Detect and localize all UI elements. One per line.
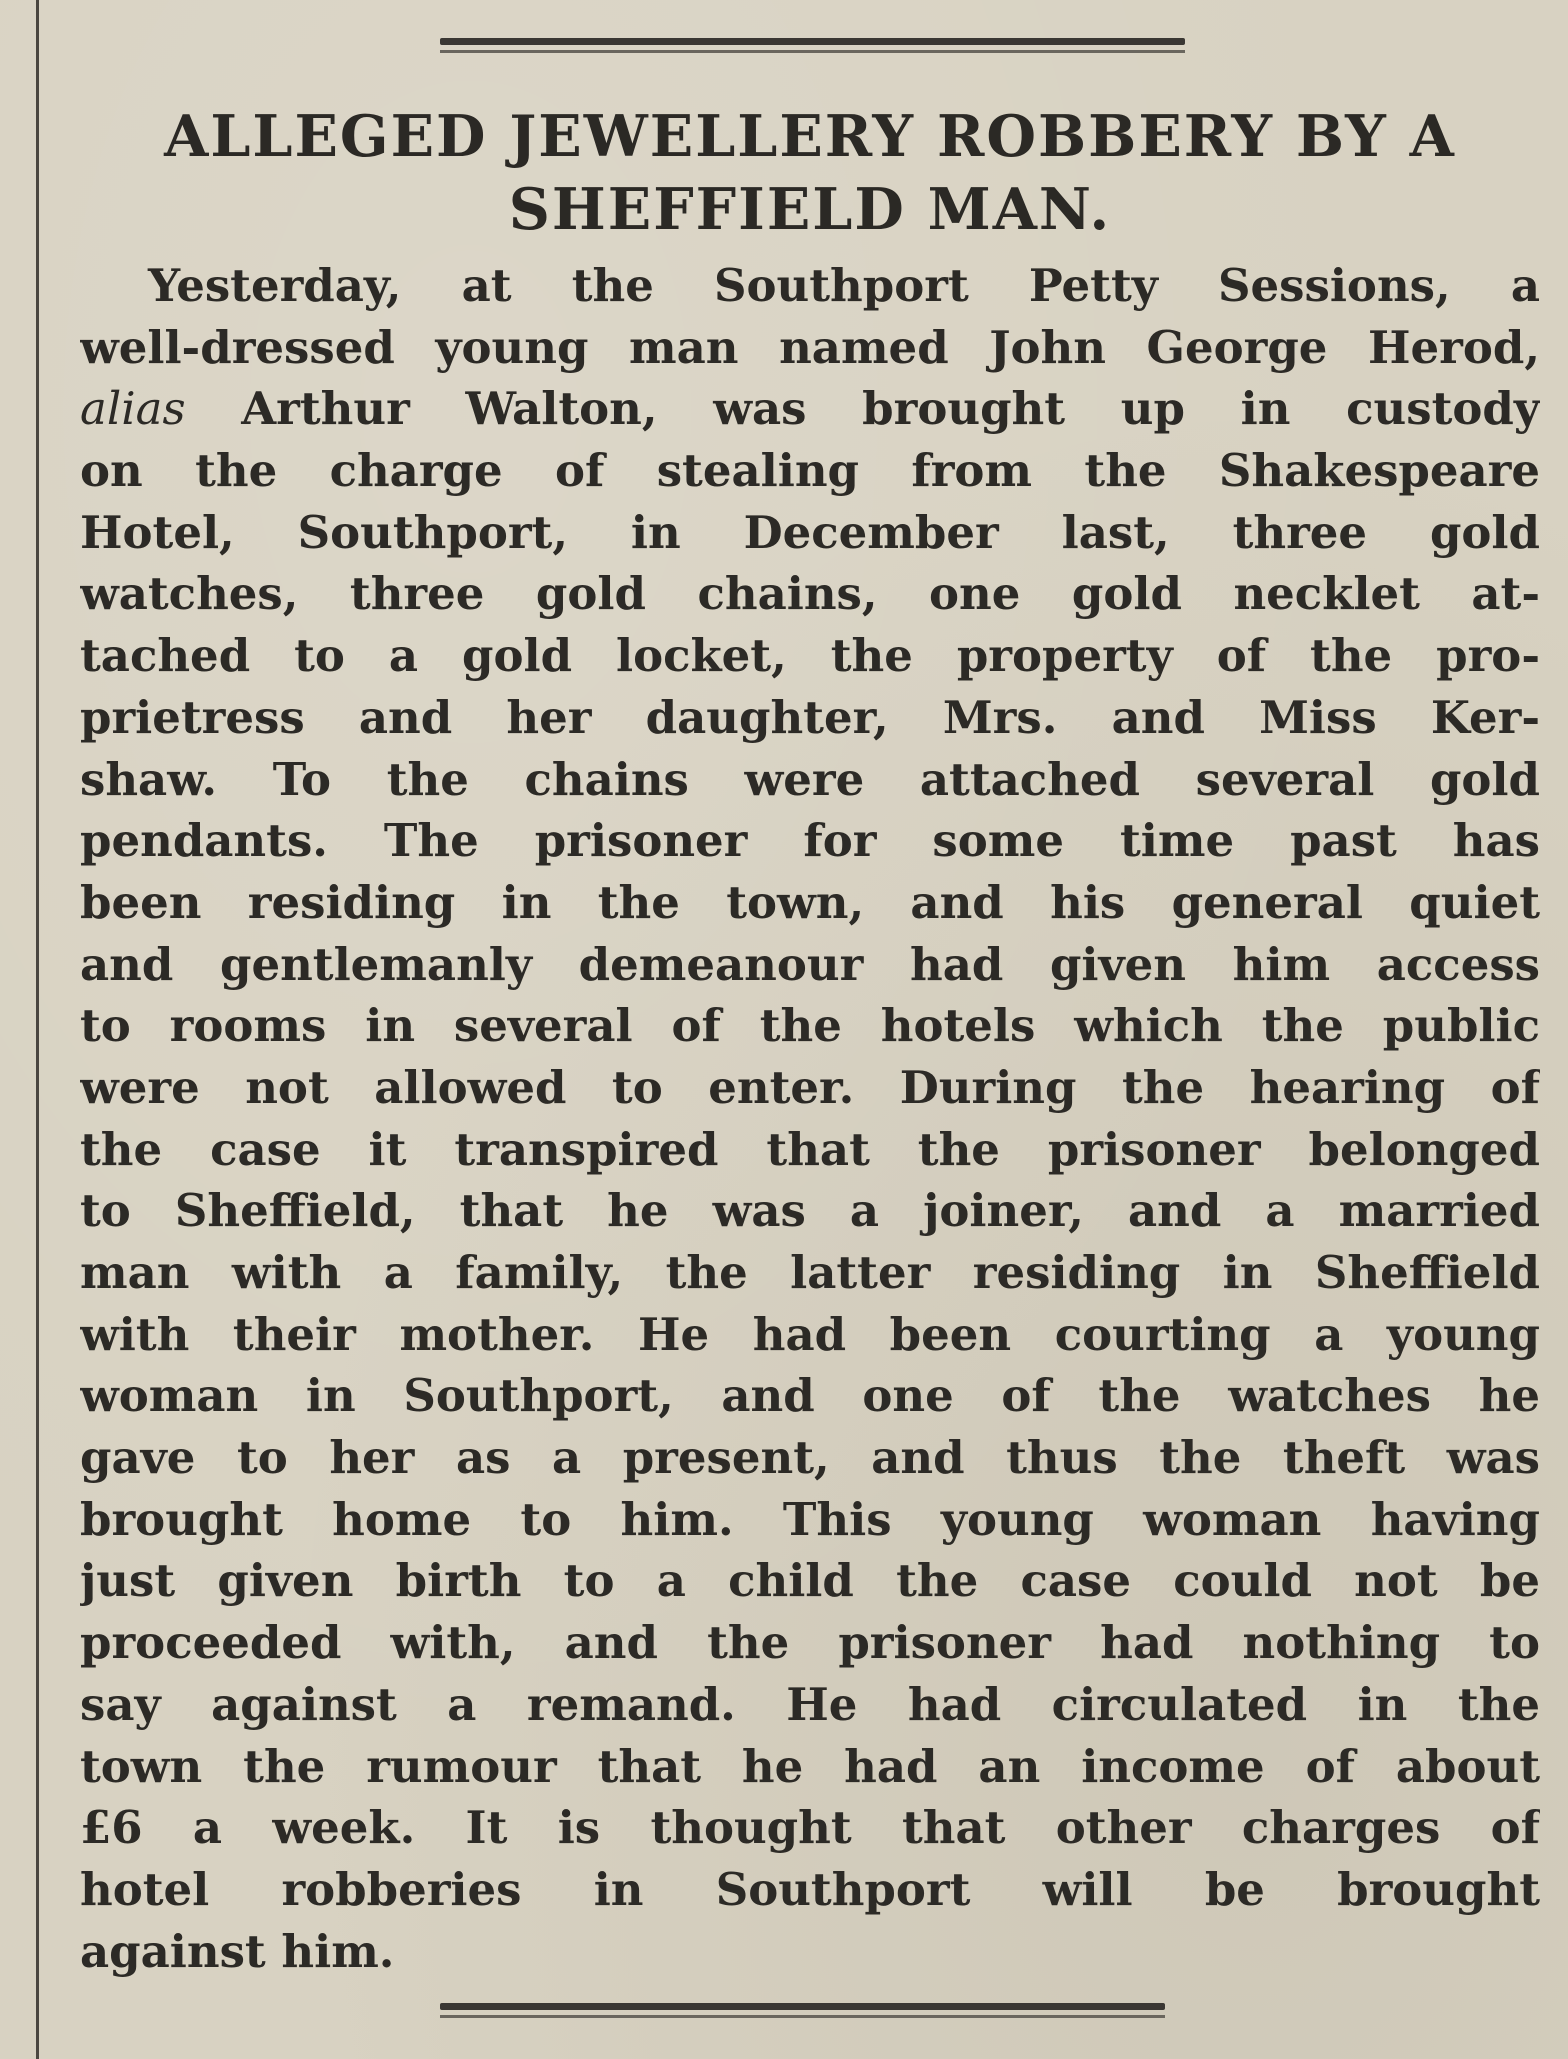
article-line: pendants. The prisoner for some time past has <box>80 814 1540 868</box>
article-line: hotel robberies in Southport will be brought <box>80 1862 1540 1916</box>
article-line: just given birth to a child the case could not be <box>80 1554 1540 1608</box>
cropped-previous-article-text <box>110 0 1110 8</box>
article-line: the case it transpired that the prisoner belonged <box>80 1122 1540 1176</box>
article-line-text: Arthur Walton, was brought up in custody <box>241 382 1540 436</box>
article-line: shaw. To the chains were attached several gold <box>80 752 1540 806</box>
article-line: prietress and her daughter, Mrs. and Miss Ker- <box>80 690 1540 744</box>
article-line: woman in Southport, and one of the watches he <box>80 1369 1540 1423</box>
article-line: Hotel, Southport, in December last, three gold <box>80 505 1540 559</box>
article-line: tached to a gold locket, the property of the pro- <box>80 629 1540 683</box>
article-line: proceeded with, and the prisoner had nothing to <box>80 1616 1540 1670</box>
article-line: £6 a week. It is thought that other charges of <box>80 1801 1540 1855</box>
article-line <box>80 378 1540 440</box>
article-line: say against a remand. He had circulated in the <box>80 1677 1540 1731</box>
article-headline <box>80 100 1540 246</box>
article-line: against him. <box>80 1924 395 1978</box>
article-line: man with a family, the latter residing in Sheffield <box>80 1246 1540 1299</box>
article-line: to rooms in several of the hotels which the public <box>80 999 1540 1053</box>
article-line: been residing in the town, and his general quiet <box>80 875 1540 929</box>
top-separator-rule <box>440 38 1185 53</box>
article-line: brought home to him. This young woman having <box>80 1492 1540 1546</box>
bottom-separator-rule <box>440 2003 1165 2018</box>
article-body <box>80 255 1540 1982</box>
article-line: gave to her as a present, and thus the theft was <box>80 1431 1540 1485</box>
article-line: and gentlemanly demeanour had given him access <box>80 937 1540 991</box>
headline-line-1: ALLEGED JEWELLERY ROBBERY BY A <box>164 103 1456 170</box>
headline-line-2: SHEFFIELD MAN. <box>508 176 1112 243</box>
article-line: with their mother. He had been courting a young <box>80 1307 1540 1361</box>
article-line: Yesterday, at the Southport Petty Sessions, a <box>148 259 1540 312</box>
article-line: watches, three gold chains, one gold necklet at- <box>80 567 1540 621</box>
alias-italic-word: alias <box>80 382 186 436</box>
article-line: on the charge of stealing from the Shakespeare <box>80 444 1540 498</box>
column-divider-rule <box>36 0 39 2059</box>
article-line: to Sheffield, that he was a joiner, and a married <box>80 1184 1540 1238</box>
article-line: town the rumour that he had an income of about <box>80 1739 1540 1793</box>
article-line: were not allowed to enter. During the hearing of <box>80 1060 1540 1114</box>
article-line: well-dressed young man named John George Herod, <box>80 320 1540 374</box>
